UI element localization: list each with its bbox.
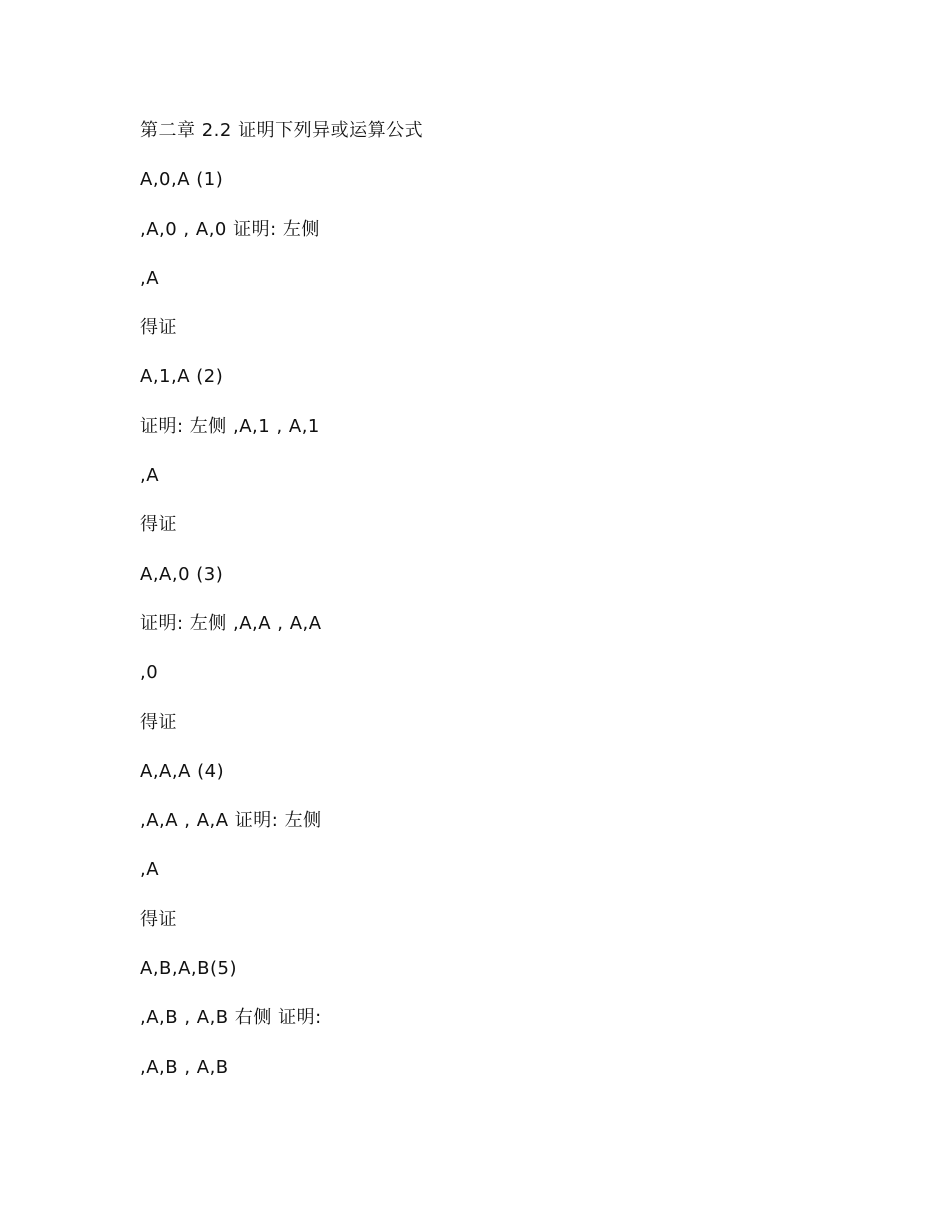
proof-result: ,A [140, 465, 160, 487]
proof-result: ,A [140, 859, 160, 881]
proven-label: 得证 [140, 711, 177, 733]
chapter-heading: 第二章 2.2 证明下列异或运算公式 [140, 120, 424, 141]
proven-label: 得证 [140, 317, 177, 339]
proven-label: 得证 [140, 514, 177, 536]
formula-3: A,A,0 (3) [140, 563, 224, 585]
proof-line: ,A,B , A,B [140, 1056, 229, 1078]
proof-result: ,A [140, 267, 160, 289]
formula-1: A,0,A (1) [140, 169, 224, 191]
formula-5: A,B,A,B(5) [140, 958, 237, 980]
proof-line: ,A,A , A,A 证明: 左侧 [140, 810, 322, 832]
formula-4: A,A,A (4) [140, 760, 225, 782]
proof-line: ,A,B , A,B 右侧 证明: [140, 1007, 322, 1029]
formula-2: A,1,A (2) [140, 366, 224, 388]
proof-line: 证明: 左侧 ,A,A , A,A [140, 612, 322, 634]
proof-line: ,A,0 , A,0 证明: 左侧 [140, 218, 320, 240]
proof-line: 证明: 左侧 ,A,1 , A,1 [140, 415, 320, 437]
proof-result: ,0 [140, 662, 159, 684]
document-body [140, 116, 840, 1102]
proven-label: 得证 [140, 908, 177, 930]
